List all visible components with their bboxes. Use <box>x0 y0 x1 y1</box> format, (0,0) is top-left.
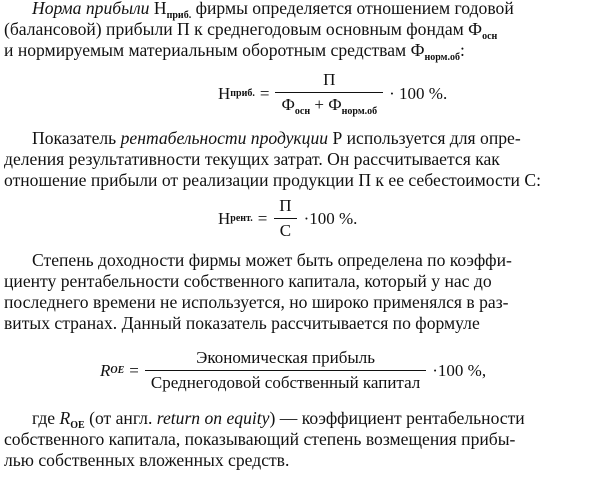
paragraph-return-on-equity-definition <box>0 408 600 471</box>
formula-lhs: R <box>100 360 111 380</box>
symbol: Н <box>153 0 167 18</box>
denominator <box>275 92 383 117</box>
denominator-term: Ф <box>281 95 295 114</box>
text: где <box>32 408 60 428</box>
symbol-subscript: приб. <box>166 10 192 21</box>
formula-return-on-equity <box>100 348 486 393</box>
fraction <box>273 196 297 241</box>
plus-sign: + <box>310 95 329 114</box>
text-line: деления результативности текущих затрат. Он рассчитывается как <box>4 149 500 169</box>
text: : <box>459 40 465 60</box>
formula-lhs-subscript: OE <box>110 365 125 376</box>
text: Р используется для опре- <box>328 128 521 148</box>
text: (от англ. <box>84 408 157 428</box>
text-line: отношение прибыли от реализации продукции П к ее себестоимости С: <box>4 170 541 190</box>
text: (балансовой) прибыли П к среднегодовым основным фондам <box>4 19 469 39</box>
fraction <box>275 70 383 117</box>
numerator: П <box>323 70 336 89</box>
text-line: витых странах. Данный показатель рассчитывается по формуле <box>4 313 480 333</box>
text-line: собственного капитала, показывающий степень возмещения прибы- <box>4 429 516 449</box>
paragraph-return-on-equity-intro <box>0 250 600 334</box>
term-product-profitability: рентабельности продукции <box>120 128 329 148</box>
fraction <box>145 348 426 393</box>
text-line: лью собственных вложенных средств. <box>4 450 290 470</box>
symbol-subscript: норм.об <box>424 52 460 63</box>
text-line <box>0 0 600 19</box>
formula-lhs: Н <box>218 208 231 228</box>
formula-lhs-subscript: приб. <box>230 88 255 99</box>
formula-tail: ·100 %. <box>303 208 358 228</box>
text-line: последнего времени не используется, но широко применялся в раз- <box>4 292 509 312</box>
formula-tail: ·100 %, <box>432 360 487 380</box>
text-line <box>0 408 600 429</box>
equals-sign: = <box>257 208 268 228</box>
formula-product-profitability <box>218 196 357 241</box>
term-profit-rate: Норма прибыли <box>32 0 150 18</box>
text: и нормируемым материальным оборотным средствам <box>4 40 411 60</box>
paragraph-profit-rate <box>0 0 600 61</box>
equals-sign: = <box>259 83 270 103</box>
text-line: Степень доходности фирмы может быть определена по коэффи- <box>32 250 512 270</box>
term-english: return on equity <box>156 408 270 428</box>
text-line <box>0 19 600 40</box>
symbol: R <box>59 408 71 428</box>
text-line <box>0 128 600 149</box>
formula-profit-rate <box>218 70 447 117</box>
symbol-subscript: осн <box>482 31 498 42</box>
numerator: П <box>279 196 292 215</box>
text: Показатель <box>32 128 121 148</box>
equals-sign: = <box>129 360 139 380</box>
formula-lhs-subscript: рент. <box>230 213 253 224</box>
denominator-subscript: осн <box>294 106 311 117</box>
denominator: С <box>274 218 297 241</box>
formula-lhs: Н <box>218 83 231 103</box>
numerator: Экономическая прибыль <box>196 348 376 367</box>
denominator: Среднегодовой собственный капитал <box>145 370 426 393</box>
text: ) — коэффициент рентабельности <box>269 408 525 428</box>
symbol: Ф <box>468 19 483 39</box>
text-line <box>0 40 600 61</box>
paragraph-product-profitability <box>0 128 600 191</box>
text-line: циенту рентабельности собственного капитала, который у нас до <box>4 271 492 291</box>
symbol: Ф <box>410 40 425 60</box>
denominator-subscript: норм.об <box>341 106 378 117</box>
symbol-subscript: OE <box>70 420 85 431</box>
formula-tail: · 100 %. <box>389 83 448 103</box>
denominator-term: Ф <box>328 95 342 114</box>
text: фирмы определяется отношением годовой <box>191 0 514 18</box>
